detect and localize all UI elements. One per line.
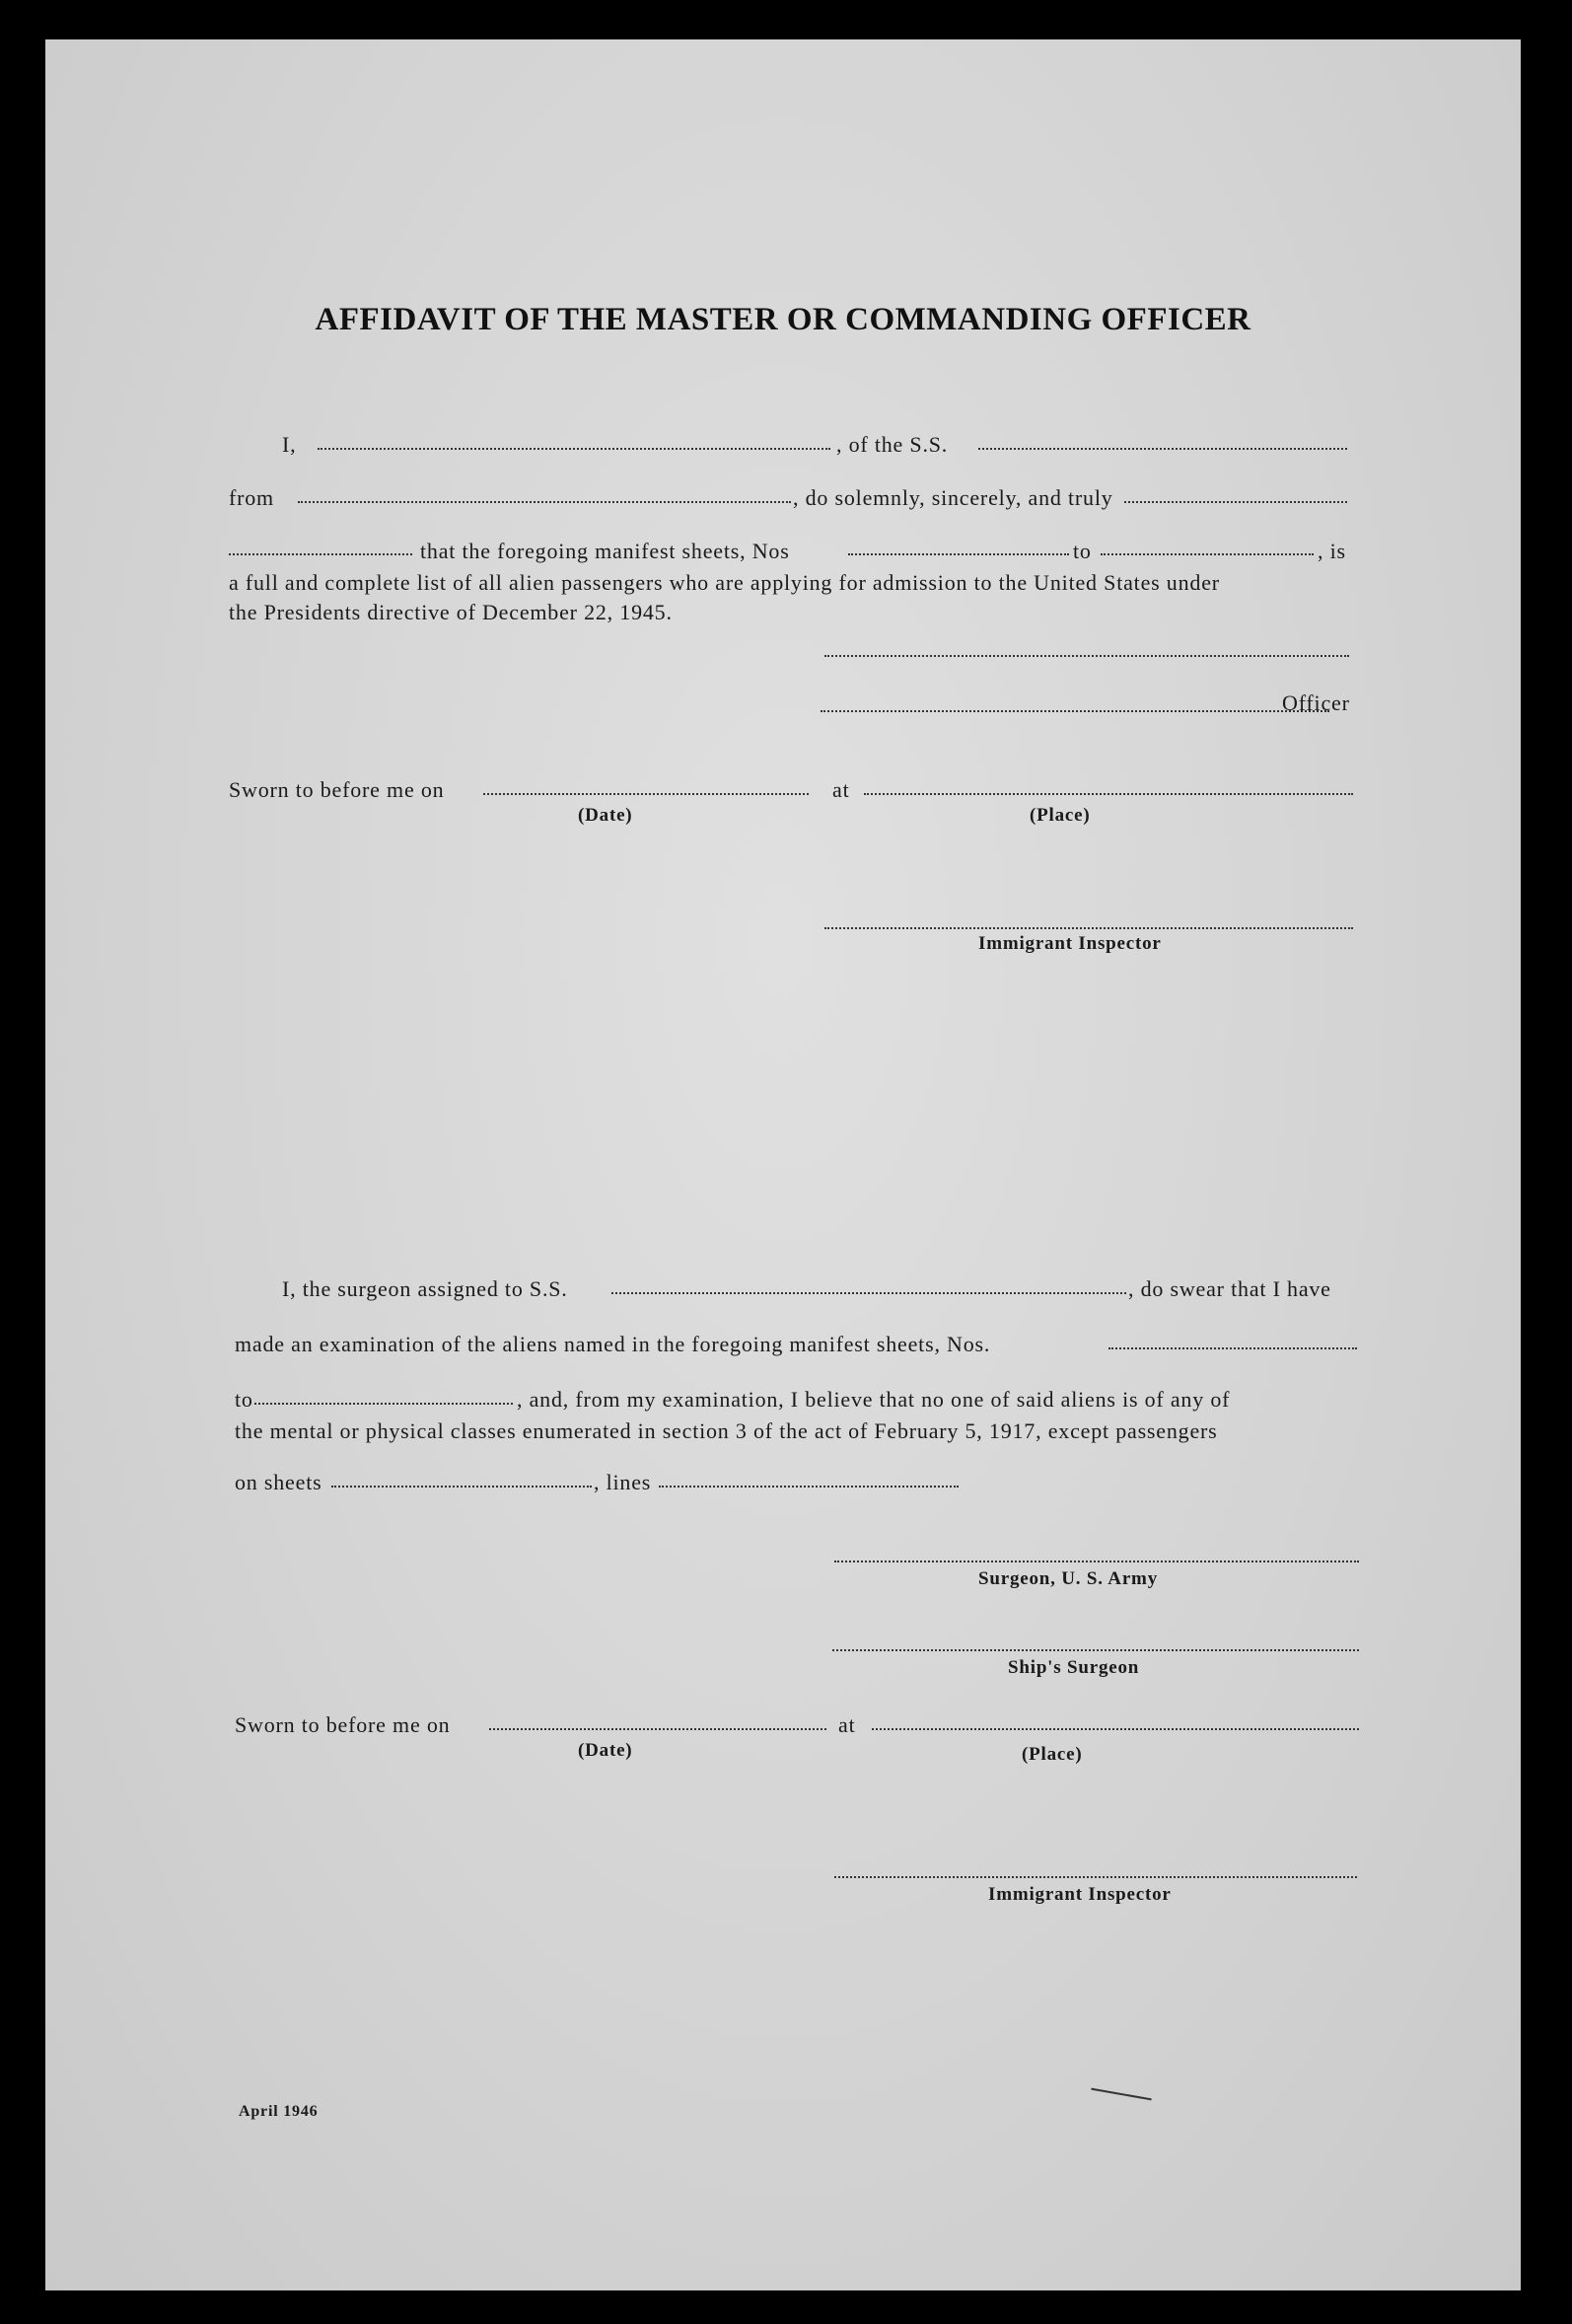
surgeon-line4: the mental or physical classes enumerated in section 3 of the act of February 5, 1917, except passengers: [235, 1418, 1218, 1443]
master-sworn-place-field[interactable]: [864, 793, 1353, 795]
officer-label: Officer: [1282, 690, 1350, 715]
master-inspector-signature-line[interactable]: [824, 927, 1353, 929]
surgeon-at-label: at: [838, 1712, 856, 1737]
officer-signature-line[interactable]: [821, 710, 1329, 712]
master-line5: the Presidents directive of December 22, 1945.: [229, 600, 673, 624]
surgeon-sworn-date-field[interactable]: [489, 1728, 826, 1730]
master-name-field[interactable]: [318, 448, 830, 450]
ships-surgeon-signature-line[interactable]: [832, 1649, 1359, 1651]
master-line2-from: from: [229, 485, 274, 510]
surgeon-line2: made an examination of the aliens named in the foregoing manifest sheets, Nos.: [235, 1332, 991, 1356]
master-at-label: at: [832, 777, 850, 802]
surgeon-sheets-to-field[interactable]: [254, 1403, 513, 1405]
army-surgeon-signature-line[interactable]: [834, 1561, 1359, 1562]
surgeon-line1-suffix: , do swear that I have: [1128, 1276, 1331, 1301]
master-line3-to: to: [1073, 539, 1092, 563]
master-oath-field[interactable]: [229, 553, 412, 555]
surgeon-place-caption: (Place): [1022, 1744, 1083, 1765]
surgeon-except-sheets-field[interactable]: [331, 1486, 592, 1488]
master-line2-swear: , do solemnly, sincerely, and truly: [793, 485, 1113, 510]
master-swear-field[interactable]: [1124, 501, 1347, 503]
master-sheets-to-field[interactable]: [1101, 553, 1314, 555]
master-line1-prefix: I,: [282, 432, 297, 457]
ships-surgeon-label: Ship's Surgeon: [1008, 1657, 1140, 1678]
form-sheet: [45, 39, 1521, 2290]
master-place-caption: (Place): [1030, 805, 1091, 826]
surgeon-date-caption: (Date): [578, 1740, 633, 1761]
master-inspector-label: Immigrant Inspector: [978, 933, 1162, 954]
master-signature-line[interactable]: [824, 655, 1349, 657]
pencil-mark: [1091, 2088, 1151, 2101]
surgeon-line5-lines: , lines: [594, 1470, 652, 1494]
surgeon-sworn-label: Sworn to before me on: [235, 1712, 451, 1737]
surgeon-line3-to: to: [235, 1387, 253, 1412]
master-sworn-date-field[interactable]: [483, 793, 809, 795]
master-line3-is: , is: [1318, 539, 1346, 563]
master-line4: a full and complete list of all alien passengers who are applying for admission to the United States under: [229, 570, 1220, 595]
surgeon-except-lines-field[interactable]: [659, 1486, 959, 1488]
master-line1-ship: , of the S.S.: [836, 432, 949, 457]
surgeon-line3-text: , and, from my examination, I believe that no one of said aliens is of any of: [517, 1387, 1231, 1412]
master-ship-field[interactable]: [978, 448, 1347, 450]
surgeon-inspector-label: Immigrant Inspector: [988, 1884, 1172, 1905]
master-sheets-from-field[interactable]: [848, 553, 1069, 555]
form-date: April 1946: [239, 2103, 319, 2120]
surgeon-sworn-place-field[interactable]: [872, 1728, 1359, 1730]
surgeon-sheets-from-field[interactable]: [1108, 1347, 1357, 1349]
surgeon-inspector-signature-line[interactable]: [834, 1876, 1357, 1878]
master-line3-sheets: that the foregoing manifest sheets, Nos: [420, 539, 790, 563]
surgeon-line5-sheets: on sheets: [235, 1470, 322, 1494]
army-surgeon-label: Surgeon, U. S. Army: [978, 1568, 1158, 1589]
surgeon-line1-prefix: I, the surgeon assigned to S.S.: [282, 1276, 568, 1301]
master-date-caption: (Date): [578, 805, 633, 826]
master-from-field[interactable]: [298, 501, 791, 503]
surgeon-ship-field[interactable]: [611, 1292, 1126, 1294]
master-sworn-label: Sworn to before me on: [229, 777, 445, 802]
form-title: AFFIDAVIT OF THE MASTER OR COMMANDING OFFICER: [315, 302, 1251, 337]
